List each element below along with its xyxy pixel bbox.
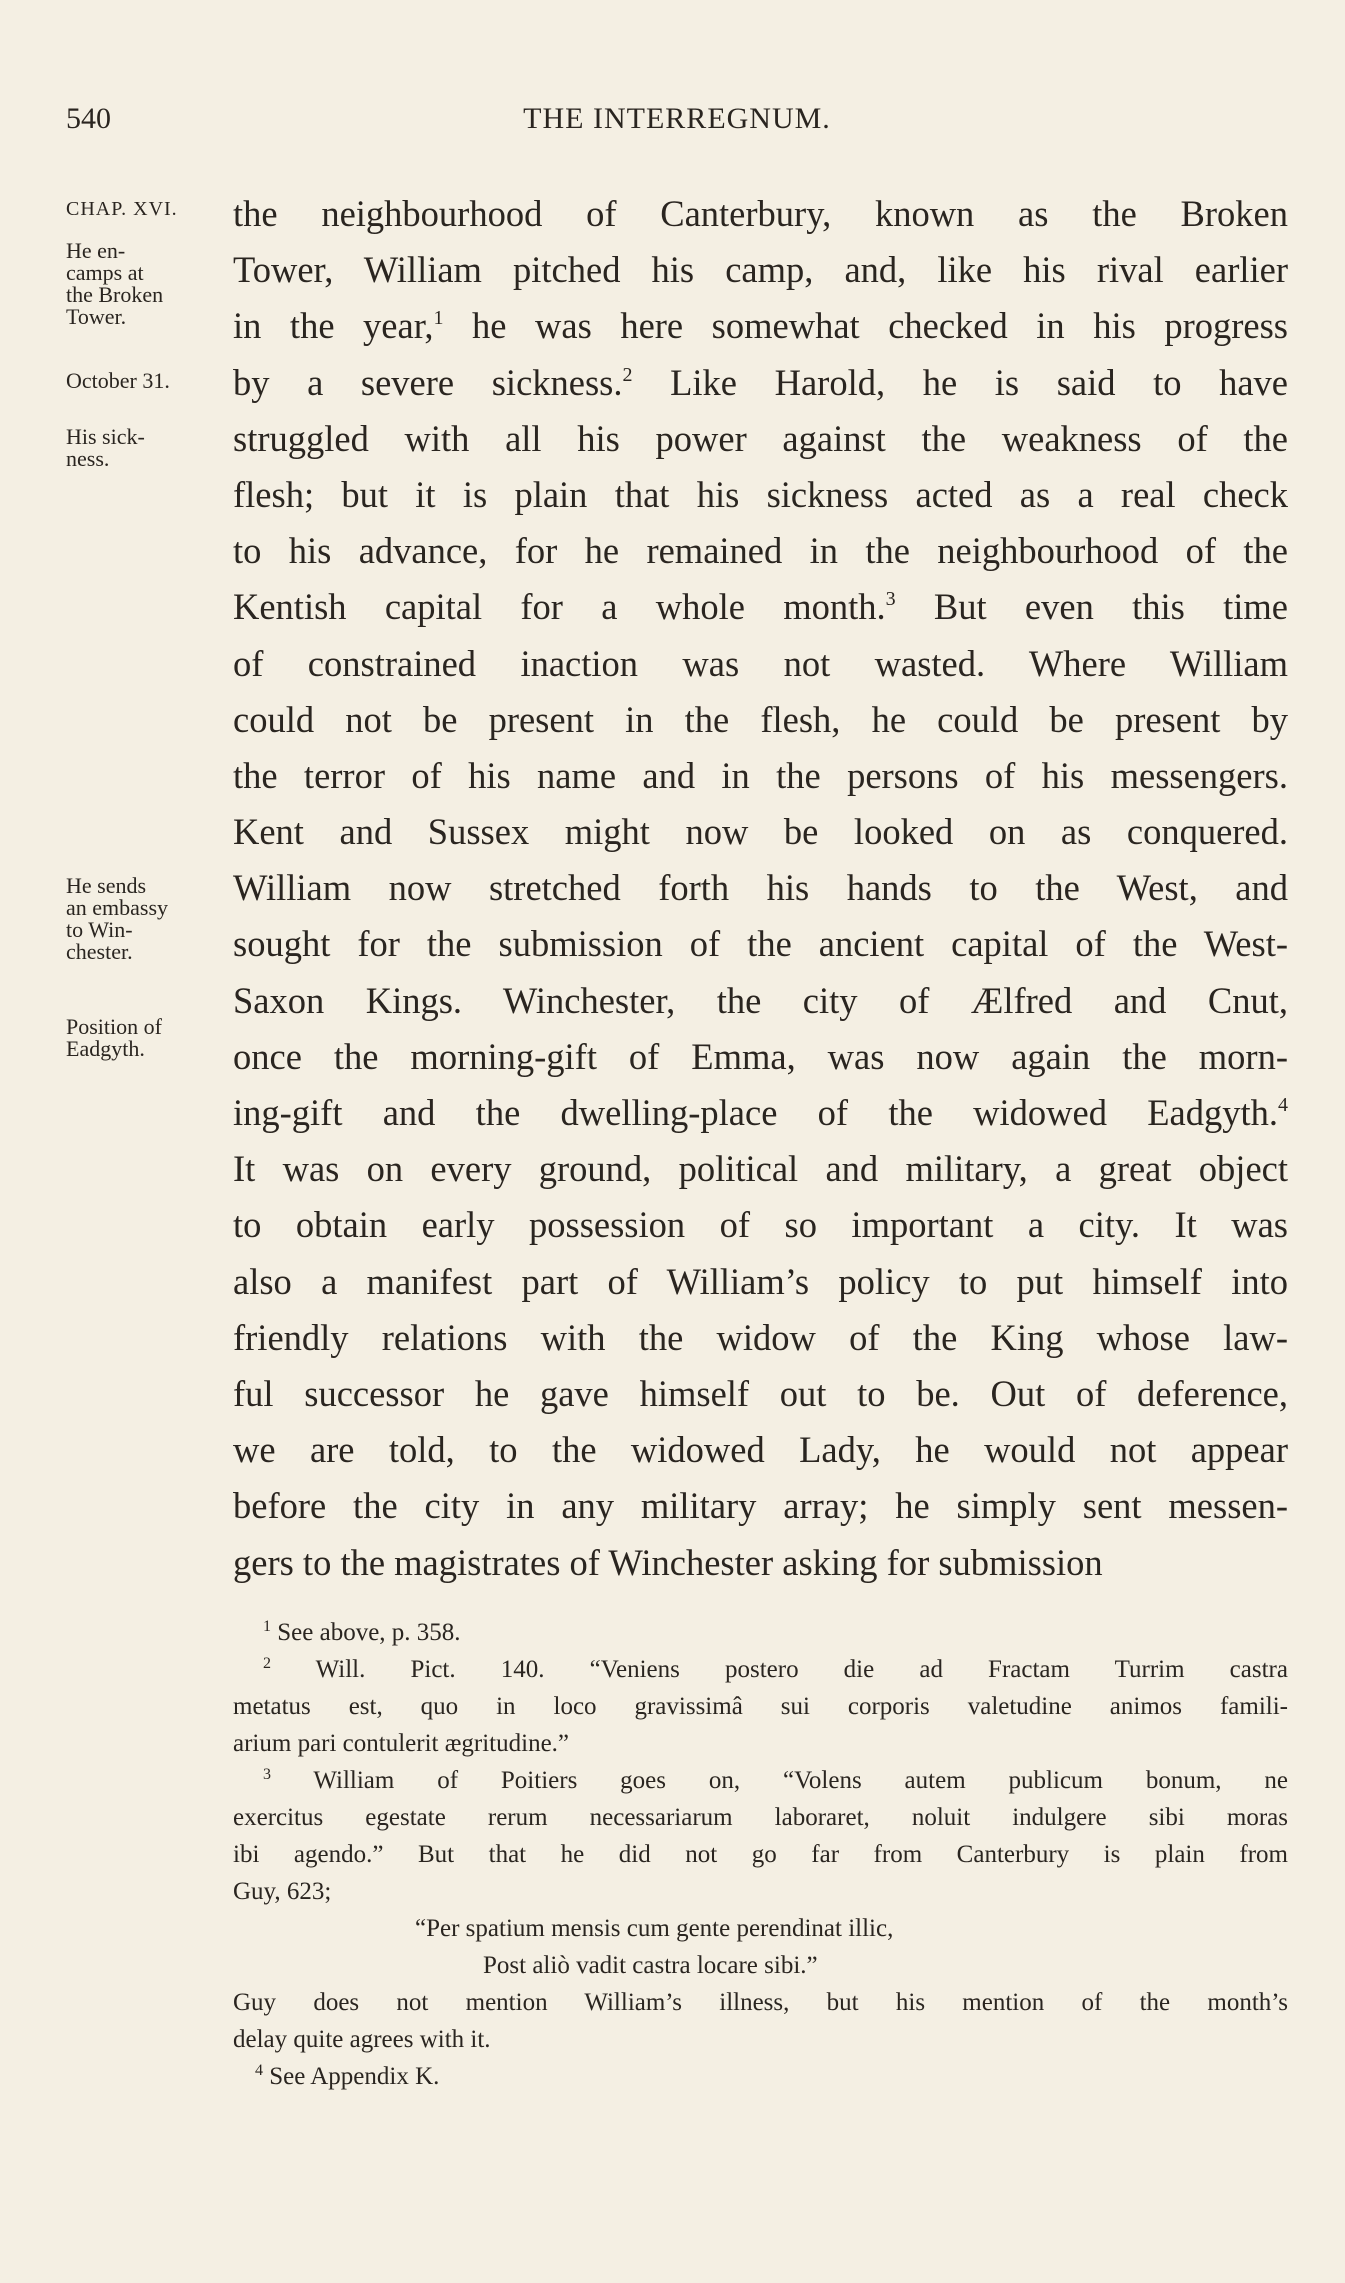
sidenote-line: Eadgyth. xyxy=(66,1036,145,1061)
text-line: to obtain early possession of so important a city. It was xyxy=(233,1204,1288,1246)
text-line: William now stretched forth his hands to the West, and xyxy=(233,867,1288,909)
sidenote-line: He en- xyxy=(66,238,126,263)
text-line: flesh; but it is plain that his sickness acted as a real check xyxy=(233,473,1288,515)
sidenote-line: October 31. xyxy=(66,368,170,393)
text-line: Kent and Sussex might now be looked on as conquered. xyxy=(233,811,1288,853)
sidenote-embassy xyxy=(66,875,226,963)
text-segment: in the year, xyxy=(233,305,434,347)
text-segment: But even this time xyxy=(895,586,1289,628)
text-line: before the city in any military array; he simply sent messen- xyxy=(233,1485,1288,1527)
footnote-mark: 2 xyxy=(263,1655,271,1672)
sidenote-line: ness. xyxy=(66,446,110,471)
text-line: Saxon Kings. Winchester, the city of Ælfred and Cnut, xyxy=(233,979,1288,1021)
sidenote-line: Tower. xyxy=(66,304,127,329)
text-line: also a manifest part of William’s policy to put himself into xyxy=(233,1260,1288,1302)
footnote-line: ibi agendo.” But that he did not go far from Canterbury is plain from xyxy=(233,1841,1288,1868)
sidenote-line: He sends xyxy=(66,873,147,898)
footnote-ref: 1 xyxy=(433,307,444,330)
text-line xyxy=(233,298,1288,354)
main-text xyxy=(233,186,1288,1591)
footnote-1 xyxy=(233,1614,1288,1651)
sidenote-sickness xyxy=(66,426,226,470)
text-segment: he was here somewhat checked in his progress xyxy=(443,305,1288,347)
text-segment: Like Harold, he is said to have xyxy=(632,361,1288,403)
sidenote-chapter xyxy=(66,198,226,220)
footnote-2 xyxy=(233,1651,1288,1688)
footnote-4 xyxy=(233,2058,1288,2095)
footnote-text: William of Poitiers goes on, “Volens autem publicum bonum, ne xyxy=(313,1767,1288,1794)
text-line: Tower, William pitched his camp, and, like his rival earlier xyxy=(233,249,1288,291)
sidenote-line: Position of xyxy=(66,1014,162,1039)
text-line: to his advance, for he remained in the neighbourhood of the xyxy=(233,530,1288,572)
text-line xyxy=(233,355,1288,411)
text-line: It was on every ground, political and military, a great object xyxy=(233,1148,1288,1190)
text-line: ful successor he gave himself out to be. Out of deference, xyxy=(233,1372,1288,1414)
sidenote-position xyxy=(66,1016,226,1060)
footnote-3 xyxy=(233,1762,1288,1799)
footnote-text: See Appendix K. xyxy=(269,2063,440,2090)
page-number: 540 xyxy=(66,102,111,135)
text-line xyxy=(233,579,1288,635)
text-line: of constrained inaction was not wasted. Where William xyxy=(233,642,1288,684)
footnote-line: metatus est, quo in loco gravissimâ sui corporis valetudine animos famili- xyxy=(233,1693,1288,1720)
sidenote-line: camps at xyxy=(66,260,144,285)
text-line xyxy=(233,1085,1288,1141)
footnotes xyxy=(233,1614,1288,2095)
sidenote-line: His sick- xyxy=(66,424,145,449)
text-line: gers to the magistrates of Winchester asking for submission xyxy=(233,1541,1103,1583)
text-line: we are told, to the widowed Lady, he would not appear xyxy=(233,1429,1288,1471)
text-line: sought for the submission of the ancient capital of the West- xyxy=(233,923,1288,965)
footnote-line: exercitus egestate rerum necessariarum laboraret, noluit indulgere sibi moras xyxy=(233,1804,1288,1831)
sidenote-line: chester. xyxy=(66,939,133,964)
footnote-ref: 2 xyxy=(622,363,633,386)
footnote-ref: 3 xyxy=(885,588,896,611)
sidenote-line: to Win- xyxy=(66,917,133,942)
text-line: friendly relations with the widow of the King whose law- xyxy=(233,1316,1288,1358)
sidenote-line: an embassy xyxy=(66,895,169,920)
sidenote-encamps xyxy=(66,240,226,328)
footnote-mark: 4 xyxy=(255,2062,263,2079)
footnote-ref: 4 xyxy=(1278,1094,1288,1116)
footnote-text: See above, p. 358. xyxy=(277,1619,461,1646)
footnote-mark: 3 xyxy=(263,1766,271,1783)
running-title: THE INTERREGNUM. xyxy=(523,102,831,135)
footnote-text: Will. Pict. 140. “Veniens postero die ad Fractam Turrim castra xyxy=(315,1656,1288,1683)
footnote-line: Guy does not mention William’s illness, but his mention of the month’s xyxy=(233,1989,1288,2016)
footnote-quote-line: Post aliò vadit castra locare sibi.” xyxy=(483,1952,818,1979)
text-line: once the morning-gift of Emma, was now again the morn- xyxy=(233,1035,1288,1077)
footnote-mark: 1 xyxy=(263,1618,271,1635)
footnote-line: Guy, 623; xyxy=(233,1878,332,1905)
text-line: the terror of his name and in the persons of his messengers. xyxy=(233,754,1288,796)
chapter-label: CHAP. XVI. xyxy=(66,198,178,220)
sidenote-line: the Broken xyxy=(66,282,164,307)
text-line: struggled with all his power against the weakness of the xyxy=(233,417,1288,459)
page-header xyxy=(66,102,1288,142)
text-segment: Kentish capital for a whole month. xyxy=(233,586,886,628)
text-line: the neighbourhood of Canterbury, known as the Broken xyxy=(233,193,1288,234)
text-line: could not be present in the flesh, he could be present by xyxy=(233,698,1288,740)
sidenote-date xyxy=(66,370,226,392)
footnote-line: arium pari contulerit ægritudine.” xyxy=(233,1730,570,1757)
footnote-line: delay quite agrees with it. xyxy=(233,2026,491,2053)
text-segment: ing-gift and the dwelling-place of the widowed Eadgyth. xyxy=(233,1092,1278,1133)
text-segment: by a severe sickness. xyxy=(233,361,623,403)
footnote-quote-line: “Per spatium mensis cum gente perendinat illic, xyxy=(415,1915,894,1942)
